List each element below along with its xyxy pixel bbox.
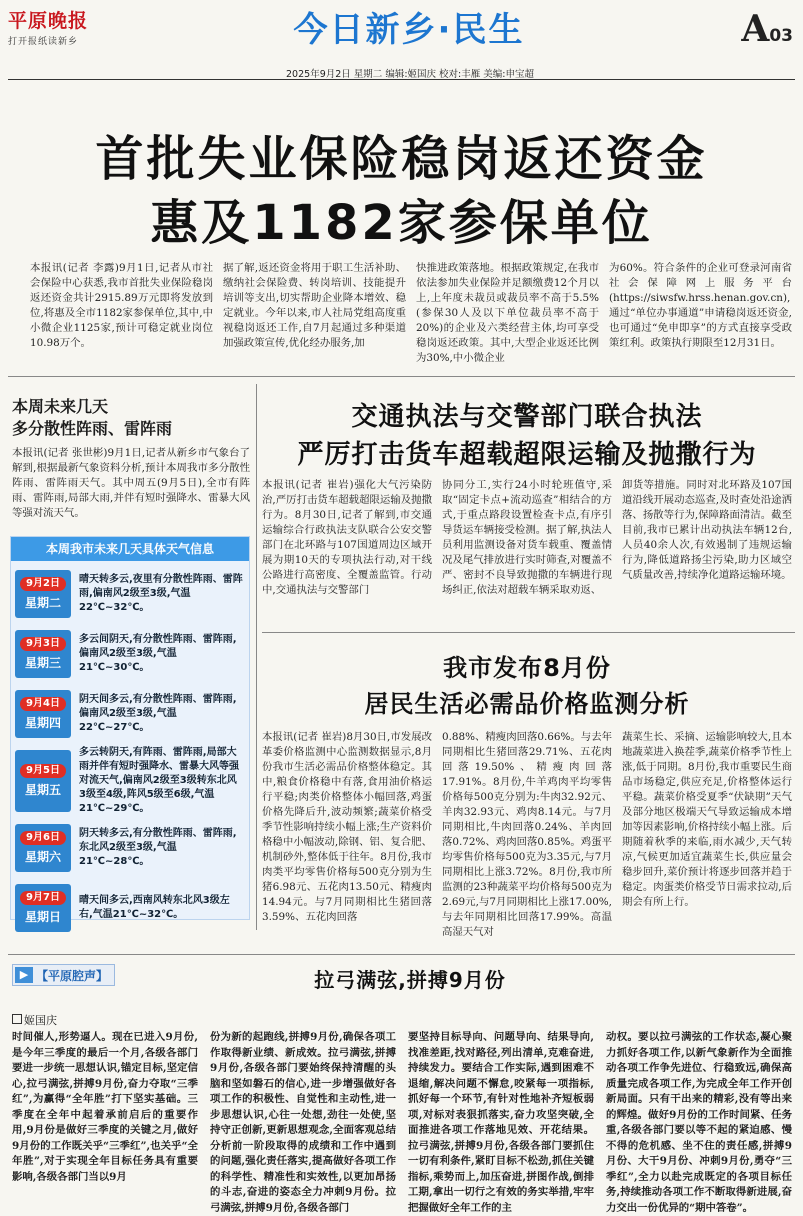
logo-name: 平原晚报	[8, 10, 89, 32]
traffic-col-1: 本报讯(记者 崔岩)强化大气污染防治,严厉打击货车超载超限运输及抛撒行为。8月30日,记者了解到,市交通运输综合行政执法支队联合公安交警部门在北环路与107国道周边区域开展为期10天的专项执法行动,对干线公路进行高密度、全覆盖监管。行动中,交通执法与交警部门	[262, 479, 432, 596]
lead-col-2: 据了解,返还资金将用于职工生活补助、缴纳社会保险费、转岗培训、技能提升培训等支出,切实帮助企业降本增效、稳定就业。今年以来,市人社局党组高度重视稳岗返还工作,自7月起通过多种渠道加强政策宣传,优化经办服务,加	[223, 262, 406, 349]
commentary-headline: 拉弓满弦,拼搏9月份	[314, 968, 506, 992]
forecast-day-badge	[15, 824, 71, 872]
price-col-3: 蔬菜生长、采摘、运输影响较大,且本地蔬菜进入换茬季,蔬菜价格季节性上涨,低于同期。8月份,我市重要民生商品市场稳定,供应充足,价格整体运行平稳。蔬菜价格受夏季“伏缺期”天气及部分地区极端天气导致运输成本增加等因素影响,价格持续小幅上涨。后期随着秋季的来临,雨水减少,天气转凉,气候更加适宜蔬菜生长,供应量会稳步回升,菜价预计将逐步回落并趋于稳定。肉蛋类价格受节日需求拉动,后期会有所上行。	[622, 731, 792, 908]
commentary-col-1: 时间催人,形势逼人。现在已进入9月份,是今年三季度的最后一个月,各级各部门要进一步统一思想认识,锚定目标,坚定信心,拉弓满弦,拼搏9月份,奋力夺取“三季红”,为赢得“全年胜”打下坚实基础。三季度在全年中起着承前启后的重要作用,9月份是做好三季度的关键之月,做好9月份的工作既关乎“三季红”,也关乎“全年胜”,对于实现全年目标任务具有重要影响,各级各部门当以9月	[12, 1031, 198, 1183]
logo-tagline: 打开报纸读新乡	[8, 37, 79, 47]
lead-headline-line1: 首批失业保险稳岗返还资金	[95, 131, 708, 187]
lead-headline-line2: 惠及1182家参保单位	[150, 195, 653, 251]
traffic-story-body	[262, 478, 792, 613]
lead-col-1: 本报讯(记者 李露)9月1日,记者从市社会保险中心获悉,我市首批失业保险稳岗返还资金共计2915.89万元即将发放到位,将惠及全市1182家参保单位,其中,中小微企业1125家,预计可稳定就业岗位10.98万个。	[30, 262, 213, 349]
forecast-date: 9月4日	[20, 697, 66, 711]
forecast-day-badge	[15, 750, 71, 812]
forecast-desc: 晴天转多云,夜里有分散性阵雨、雷阵雨,偏南风2级至3级,气温22℃~32℃。	[79, 574, 243, 613]
commentary-author: 姬国庆	[12, 1012, 57, 1028]
forecast-date: 9月2日	[20, 577, 66, 591]
column-tag-label: 【平原腔声】	[36, 968, 109, 983]
weather-forecast-panel	[10, 536, 250, 924]
price-headline-line1: 我市发布8月份	[443, 654, 611, 682]
commentary-col-4: 动权。要以拉弓满弦的工作状态,凝心聚力抓好各项工作,以新气象新作为全面推动各项工作争先进位、行稳致远,确保高质量完成各项工作,为完成全年工作开创新局面。只有干出来的精彩,没有等出来的辉煌。做好9月份的工作时间紧、任务重,各级各部门要以等不起的紧迫感、慢不得的危机感、坐不住的责任感,拼搏9月份、大干9月份、冲刺9月份,勇夺“三季红”,全力以赴完成既定的各项目标任务,持续推动各项工作不断取得新进展,奋力交出一份优异的“期中答卷”。	[606, 1031, 792, 1214]
column-tag	[12, 964, 115, 986]
forecast-date: 9月6日	[20, 831, 66, 845]
forecast-weekday: 星期二	[24, 596, 61, 610]
issue-meta: 2025年9月2日 星期二 编辑:姬国庆 校对:丰雁 美编:申宝超	[286, 69, 534, 80]
masthead	[0, 0, 803, 80]
forecast-desc: 阴天转多云,有分散性阵雨、雷阵雨,东北风2级至3级,气温21℃~28℃。	[79, 828, 237, 867]
weather-panel-title: 本周我市未来几天具体天气信息	[11, 537, 249, 561]
forecast-desc: 晴天间多云,西南风转东北风3级左右,气温21℃~32℃。	[79, 895, 230, 920]
forecast-weekday: 星期三	[24, 656, 61, 670]
traffic-headline-line1: 交通执法与交警部门联合执法	[351, 402, 703, 432]
section-divider-1	[8, 376, 795, 377]
forecast-desc: 多云转阴天,有阵雨、雷阵雨,局部大雨并伴有短时强降水、雷暴大风等强对流天气,偏南风2级至3级转东北风3级至4级,阵风5级至6级,气温21℃~29℃。	[79, 747, 239, 814]
forecast-day	[11, 627, 249, 681]
price-col-2: 0.88%、精瘦肉回落0.66%。与去年同期相比生猪回落29.71%、五花肉回落19.50%、精瘦肉回落17.91%。8月份,牛羊鸡肉平均零售价格每500克分别为:牛肉32.92元、羊肉32.93元、鸡肉8.14元。与7月同期相比,牛肉回落0.24%、羊肉回落0.72%、鸡肉回落0.85%。鸡蛋平均零售价格每500克为3.35元,与7月同期相比上涨3.72%。8月份,我市所监测的23种蔬菜平均价格每500克为2.69元,与7月同期相比上涨17.00%,与去年同期相比回落17.99%。高温高湿天气对	[442, 731, 612, 938]
forecast-day-badge	[15, 884, 71, 932]
weather-body: 本报讯(记者 张世彬)9月1日,记者从新乡市气象台了解到,根据最新气象资料分析,预计本周我市多分散性阵雨、雷阵雨天气。其中周五(9月5日),全市有阵雨、雷阵雨,局部大雨,并伴有短时强降水、雷暴大风等强对流天气。	[12, 447, 250, 519]
forecast-date: 9月7日	[20, 891, 66, 905]
speech-icon: ▶	[15, 967, 33, 983]
lead-col-4: 为60%。符合条件的企业可登录河南省社会保障网上服务平台(https://siwsfw.hrss.henan.gov.cn),通过“单位办事通道”申请稳岗返还资金,也可通过“免申即享”的方式直接享受政策红利。政策执行期限至12月31日。	[609, 262, 792, 349]
section-divider-3	[8, 954, 795, 955]
forecast-date: 9月5日	[20, 764, 66, 778]
lead-col-3: 快推进政策落地。根据政策规定,在我市依法参加失业保险并足额缴费12个月以上,上年度未裁员或裁员率不高于5.5%(参保30人及以下单位裁员率不高于20%)的企业及六类经营主体,均可享受稳岗返还政策。其中,大型企业返还比例为30%,中小微企业	[416, 262, 599, 364]
section-divider-2	[262, 632, 795, 633]
forecast-weekday: 星期日	[24, 910, 61, 924]
masthead-divider	[8, 79, 795, 80]
forecast-day-badge	[15, 630, 71, 678]
page-number	[741, 8, 793, 50]
forecast-day	[11, 567, 249, 621]
forecast-day	[11, 747, 249, 815]
forecast-date: 9月3日	[20, 637, 66, 651]
price-col-1: 本报讯(记者 崔岩)8月30日,市发展改革委价格监测中心监测数据显示,8月份我市生活必需品价格整体稳定。其中,粮食价格稳中有落,食用油价格运行平稳;肉类价格整体小幅回落,鸡蛋价格先降后升,波动频繁;蔬菜价格受季节性影响持续小幅上涨;生产资料价格稳中小幅波动,除钢、铝、复合肥、机制砂外,整体低于往年。8月份,我市肉类平均零售价格每500克分别为生猪6.98元、五花肉13.50元、精瘦肉14.94元。与7月同期相比生猪回落3.59%、五花肉回落	[262, 731, 432, 923]
price-story-body	[262, 730, 792, 938]
traffic-col-2: 协同分工,实行24小时轮班值守,采取“固定卡点+流动巡查”相结合的方式,于重点路段设置检查卡点,有序引导货运车辆接受检测。据了解,执法人员利用监测设备对货车载重、覆盖情况及尾气排放进行实时筛查,对覆盖不严、密封不良导致抛撒的车辆进行现场纠正,依法对超载车辆采取劝返、	[442, 479, 612, 596]
page-letter: A	[741, 8, 770, 50]
commentary-col-2: 份为新的起跑线,拼搏9月份,确保各项工作取得新业绩、新成效。拉弓满弦,拼搏9月份,各级各部门要始终保持清醒的头脑和坚如磐石的信心,进一步增强做好各项工作的积极性、自觉性和主动性,进一步思想认识,心往一处想,劲往一处使,坚持守正创新,更新思想观念,全面客观总结分析前一阶段取得的成绩和工作中遇到的问题,强化责任落实,提高做好各项工作的科学性、精准性和实效性,以更加昂扬的斗志,奋进的姿态全力冲刺9月份。拉弓满弦,拼搏9月份,各级各部门	[210, 1031, 396, 1214]
lead-story-body	[30, 261, 792, 364]
page-digits: 03	[769, 26, 793, 46]
price-headline-line2: 居民生活必需品价格监测分析	[364, 690, 690, 718]
column-divider	[256, 384, 257, 930]
forecast-desc: 阴天间多云,有分散性阵雨、雷阵雨,偏南风2级至3级,气温22℃~27℃。	[79, 694, 237, 733]
forecast-weekday: 星期六	[24, 850, 61, 864]
section-title: 今日新乡·民生	[293, 10, 525, 50]
weather-headline	[12, 396, 242, 440]
weather-headline-line1: 本周未来几天	[12, 397, 109, 416]
forecast-day	[11, 821, 249, 875]
weather-headline-line2: 多分散性阵雨、雷阵雨	[12, 419, 173, 438]
forecast-weekday: 星期四	[24, 716, 61, 730]
traffic-headline-line2: 严厉打击货车超载超限运输及抛撒行为	[297, 440, 757, 470]
forecast-desc: 多云间阴天,有分散性阵雨、雷阵雨,偏南风2级至3级,气温21℃~30℃。	[79, 634, 237, 673]
forecast-day	[11, 881, 249, 935]
forecast-day	[11, 687, 249, 741]
newspaper-logo	[8, 6, 100, 47]
forecast-day-badge	[15, 570, 71, 618]
traffic-col-3: 卸货等措施。同时对北环路及107国道沿线开展动态巡查,及时查处沿途洒落、扬散等行为,保障路面清洁。截至目前,我市已累计出动执法车辆12台,人员40余人次,有效遏制了违规运输行为,降低道路扬尘污染,助力区域空气质量改善,持续净化道路运输环境。	[622, 479, 792, 581]
forecast-weekday: 星期五	[24, 783, 61, 797]
commentary-col-3: 要坚持目标导向、问题导向、结果导向,找准差距,找对路径,列出清单,克难奋进,持续发力。要结合工作实际,遇到困难不退缩,解决问题不懈怠,咬紧每一项指标,抓好每一个环节,有针对性地补齐短板弱项,对标对表狠抓落实,奋力攻坚突破,全面推进各项工作落地见效、开花结果。拉弓满弦,拼搏9月份,各级各部门要抓住一切有利条件,紧盯目标不松劲,抓住关键指标,乘势而上,加压奋进,拼图作战,倒排工期,拿出一切行之有效的务实举措,牢牢把握做好全年工作的主	[408, 1031, 594, 1214]
commentary-body	[12, 1030, 792, 1214]
forecast-day-badge	[15, 690, 71, 738]
